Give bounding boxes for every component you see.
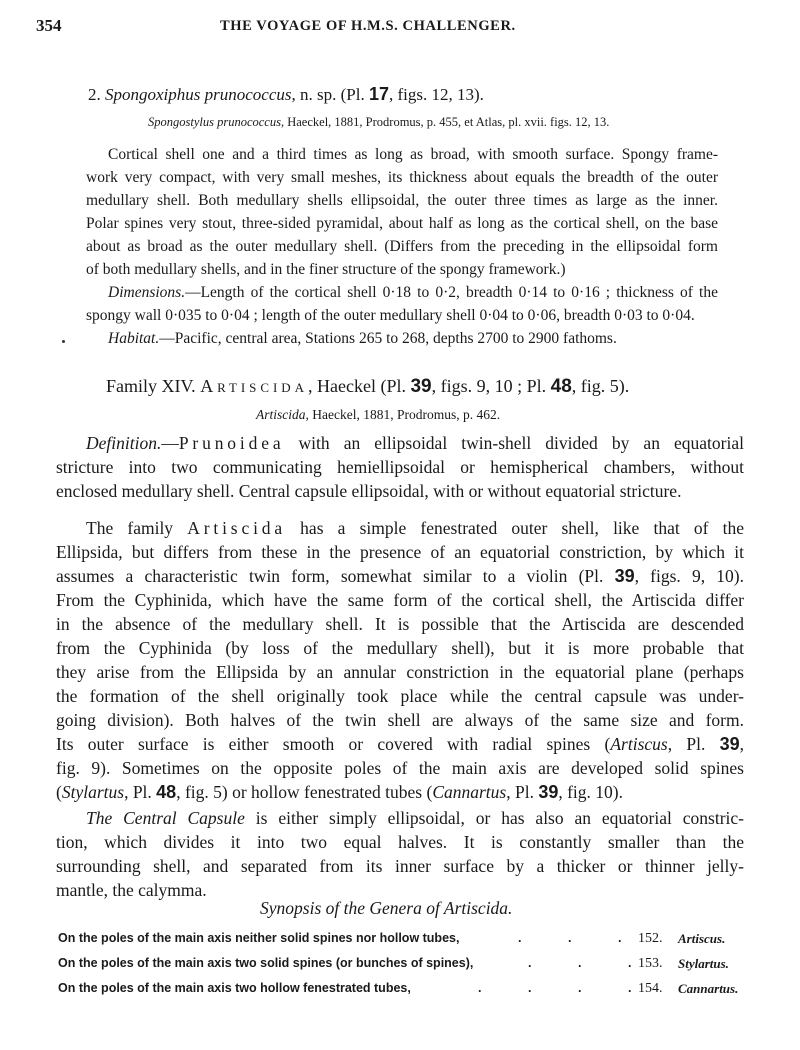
genus-name: Artiscus <box>610 734 668 754</box>
synonym-name: Artiscida <box>256 407 306 422</box>
dimensions-line <box>108 284 718 302</box>
dimensions-label: Dimensions. <box>108 284 186 301</box>
definition-label: Definition. <box>86 433 162 453</box>
central-capsule-label: The Central Capsule <box>86 808 245 828</box>
description-line: about as broad as the outer medullary shell. (Differs from the preceding in the ellipsoidal form <box>86 238 718 255</box>
synonym-ref: , Haeckel, 1881, Prodromus, p. 462. <box>305 407 501 422</box>
species-name: Spongoxiphus prunococcus <box>105 85 292 104</box>
genus-number: 153. <box>638 956 663 971</box>
genus-name: Stylartus <box>61 782 125 802</box>
body-text: , figs. 9, 10). <box>634 566 744 586</box>
body-line: tion, which divides it into two equal halves. It is constantly smaller than the <box>56 832 744 852</box>
definition-line <box>86 433 744 454</box>
species-heading <box>88 84 484 105</box>
synonym-ref: , Haeckel, 1881, Prodromus, p. 455, et Atlas, pl. xvii. figs. 12, 13. <box>280 115 610 129</box>
plate-number: 39 <box>538 782 559 802</box>
dimensions-text: —Length of the cortical shell 0·18 to 0·2, breadth 0·14 to 0·16 ; thickness of the <box>185 284 718 301</box>
body-line <box>86 808 744 829</box>
genus-name: Artiscus. <box>678 931 726 946</box>
stray-mark <box>62 340 65 343</box>
genus-number: 154. <box>638 981 663 996</box>
page: 354 THE VOYAGE OF H.M.S. CHALLENGER. 2. Spongoxiphus prunococcus, n. sp. (Pl. 17, figs. 12, 13). Spongostylus prunococcus, Haeckel, 1881, Prodromus, p. 455, et Atlas, pl. xvii. figs. 12, 13. Cortical shell one and a third times as long as broad, with smooth surface. Spongy frame- work very compact, with very small meshes, its thickness about equals the breadth of the outer medullary shell. Both medullary shells ellipsoidal, the outer three times as large as the inner. Polar spines very stout, three-sided pyramidal, about half as long as the cortical shell, on the base about as broad as the outer medullary shell. (Differs from the preceding in the ellipsoidal form of both medullary shells, and in the finer structure of the spongy framework.) Dimensions.—Length of the cortical shell 0·18 to 0·2, breadth 0·14 to 0·16 ; thickness of the spongy wall 0·035 to 0·04 ; length of the outer medullary shell 0·04 to 0·06, breadth 0·03 to 0·04. Habitat.—Pacific, central area, Stations 265 to 268, depths 2700 to 2900 fathoms. Family XIV. Artiscida, Haeckel (Pl. 39, figs. 9, 10 ; Pl. 48, fig. 5). Artiscida, Haeckel, 1881, Prodromus, p. 462. Definition.—Prunoidea with an ellipsoidal twin-shell divided by an equatorial stricture into two communicating hemiellipsoidal or hemispherical chambers, without enclosed medullary shell. Central capsule ellipsoidal, with or without equatorial stricture. The family Artiscida has a simple fenestrated outer shell, like that of the Ellipsida, but differs from these in the presence of an equatorial constriction, by which it assumes a characteristic twin form, somewhat similar to a violin (Pl. 39, figs. 9, 10). From the Cyphinida, which have the same form of the cortical shell, the Artiscida differ in the absence of the medullary shell. It is possible that the Artiscida are descended from the Cyphinida (by loss of the medullary shell), but it is more probable that they arise from the Ellipsida by an annular constriction in the equatorial plane (perhaps the formation of the shell originally took place while the central capsule was under- going division). Both halves of the twin shell are always of the same size and form. Its outer surface is either smooth or covered with radial spines (Artiscus, Pl. 39, fig. 9). Sometimes on the opposite poles of the main axis are developed solid spines (Stylartus, Pl. 48, fig. 5) or hollow fenestrated tubes (Cannartus, Pl. 39, fig. 10). The Central Capsule is either simply ellipsoidal, or has also an equatorial constric- tion, which divides it into two equal halves. It is constantly smaller than the surrounding shell, and separated from its inner surface by a thicker or thinner jelly- mantle, the calymma. Synopsis of the Genera of Artiscida. On the poles of the main axis neither solid spines nor hollow tubes, . . . 152. Artiscus. On the poles of the main axis two solid spines (or bunches of spines), . . . 153. Stylartus. On the poles of the main axis two hollow fenestrated tubes, . . . . 154. Cannartus. <box>0 0 800 1050</box>
body-text: assumes a characteristic twin form, somewhat similar to a violin (Pl. <box>56 566 615 586</box>
family-author: , Haeckel (Pl. <box>308 376 411 396</box>
species-novelty: , n. sp. (Pl. <box>291 85 369 104</box>
species-number: 2. <box>88 85 101 104</box>
body-text: The family <box>86 518 188 538</box>
genus-name: Cannartus. <box>678 981 739 996</box>
body-line <box>56 782 744 803</box>
family-figs: , fig. 5). <box>571 376 630 396</box>
habitat-label: Habitat. <box>108 330 160 347</box>
species-figs: , figs. 12, 13). <box>389 85 484 104</box>
definition-text: with an ellipsoidal twin-shell divided by an equatorial <box>284 433 744 453</box>
body-line: fig. 9). Sometimes on the opposite poles of the main axis are developed solid spines <box>56 758 744 778</box>
body-line <box>56 734 744 755</box>
body-line: they arise from the Ellipsida by an annular constriction in the equatorial plane (perhaps <box>56 662 744 682</box>
synopsis-description: On the poles of the main axis neither solid spines nor hollow tubes, <box>58 931 460 945</box>
description-line: medullary shell. Both medullary shells ellipsoidal, the outer three times as large as the inner. <box>86 192 718 209</box>
species-synonym <box>148 115 609 130</box>
definition-line: enclosed medullary shell. Central capsule ellipsoidal, with or without equatorial stricture. <box>56 481 682 501</box>
family-name: Artiscida <box>200 376 308 396</box>
plate-number: 48 <box>156 782 177 802</box>
body-line <box>56 566 744 587</box>
body-line: the formation of the shell originally took place while the central capsule was under- <box>56 686 744 706</box>
description-line: of both medullary shells, and in the finer structure of the spongy framework.) <box>86 261 566 278</box>
body-text: , <box>739 734 744 754</box>
family-name-spaced: Artiscida <box>187 518 287 538</box>
running-head: THE VOYAGE OF H.M.S. CHALLENGER. <box>220 18 516 34</box>
habitat-text: —Pacific, central area, Stations 265 to 268, depths 2700 to 2900 fathoms. <box>159 330 617 347</box>
synopsis-title: Synopsis of the Genera of Artiscida. <box>260 898 513 918</box>
description-line: Polar spines very stout, three-sided pyramidal, about half as long as the cortical shell, on the base <box>86 215 718 232</box>
body-text: , fig. 10). <box>558 782 624 802</box>
family-synonym <box>256 407 500 423</box>
definition-dash: — <box>161 433 179 453</box>
description-line: Cortical shell one and a third times as long as broad, with smooth surface. Spongy frame- <box>108 146 718 163</box>
body-line: from the Cyphinida (by loss of the medullary shell), but it is more probable that <box>56 638 744 658</box>
body-line: in the absence of the medullary shell. It is possible that the Artiscida are descended <box>56 614 744 634</box>
genus-number: 152. <box>638 931 663 946</box>
family-figs: , figs. 9, 10 ; Pl. <box>431 376 551 396</box>
family-prefix: Family XIV. <box>106 376 201 396</box>
plate-number: 39 <box>614 566 635 586</box>
plate-number: 39 <box>719 734 740 754</box>
body-line: surrounding shell, and separated from its inner surface by a thicker or thinner jelly- <box>56 856 744 876</box>
body-text: , Pl. <box>667 734 720 754</box>
genus-name: Cannartus <box>432 782 507 802</box>
body-text: is either simply ellipsoidal, or has also an equatorial constric- <box>244 808 744 828</box>
body-line: going division). Both halves of the twin shell are always of the same size and form. <box>56 710 744 730</box>
dimensions-line: spongy wall 0·035 to 0·04 ; length of the outer medullary shell 0·04 to 0·06, breadth 0·03 to 0·04. <box>86 307 695 324</box>
species-plate: 17 <box>368 84 390 104</box>
synonym-name: Spongostylus prunococcus <box>148 115 281 129</box>
body-line: From the Cyphinida, which have the same form of the cortical shell, the Artiscida differ <box>56 590 744 610</box>
body-text: Its outer surface is either smooth or covered with radial spines ( <box>56 734 611 754</box>
body-text: , Pl. <box>506 782 539 802</box>
synopsis-description: On the poles of the main axis two solid spines (or bunches of spines), <box>58 956 474 970</box>
page-number: 354 <box>36 16 62 35</box>
body-text: has a simple fenestrated outer shell, like that of the <box>286 518 744 538</box>
body-line: mantle, the calymma. <box>56 880 207 900</box>
body-line: Ellipsida, but differs from these in the presence of an equatorial constriction, by which it <box>56 542 744 562</box>
body-text: , fig. 5) or hollow fenestrated tubes ( <box>176 782 433 802</box>
synopsis-description: On the poles of the main axis two hollow fenestrated tubes, <box>58 981 411 995</box>
body-text: ( <box>56 782 62 802</box>
genus-name: Stylartus. <box>678 956 729 971</box>
definition-word: Prunoidea <box>178 433 285 453</box>
habitat-line <box>108 330 718 348</box>
description-line: work very compact, with very small meshes, its thickness about equals the breadth of the outer <box>86 169 718 186</box>
family-heading <box>106 376 629 398</box>
body-text: , Pl. <box>124 782 157 802</box>
body-line <box>86 518 744 539</box>
definition-line: stricture into two communicating hemiellipsoidal or hemispherical chambers, without <box>56 457 744 477</box>
family-plate: 48 <box>550 376 572 397</box>
family-plate: 39 <box>410 376 432 397</box>
